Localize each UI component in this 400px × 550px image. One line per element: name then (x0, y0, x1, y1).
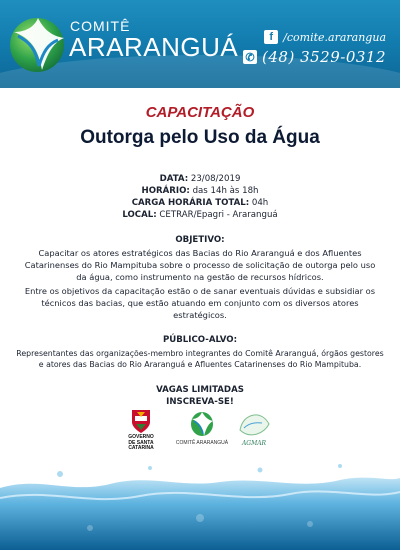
event-details (0, 173, 400, 221)
hours-value: 04h (251, 198, 269, 208)
hours-label: CARGA HORÁRIA TOTAL: (131, 198, 250, 208)
water-splash-decoration (0, 458, 400, 550)
time-row (0, 185, 400, 197)
sc-line-3: CATARINA (128, 445, 154, 451)
phone-number: (48) 3529-0312 (262, 48, 386, 66)
call-to-action[interactable] (0, 384, 400, 408)
audience-text: Representantes das organizações-membro integrantes do Comitê Araranguá, órgãos gestores e atores das Bacias do Rio Araranguá e Afluentes Catarinenses do Rio Mampituba. (16, 349, 384, 369)
org-name-line2: ARARANGUÁ (69, 32, 239, 62)
sc-shield-icon (130, 408, 152, 434)
partner-logos (0, 408, 400, 454)
sc-text (125, 435, 157, 452)
header-banner (0, 0, 400, 88)
comite-small-icon (190, 410, 214, 438)
objective-paragraph-2: Entre os objetivos da capacitação estão o de sanar eventuais dúvidas e subsidiar os técnicos das bacias, que estão atuando em conjunto com os diversos atores estratégicos. (24, 286, 376, 320)
place-value: CETRAR/Epagri - Araranguá (159, 210, 278, 220)
agmar-text: AGMAR (241, 440, 267, 447)
phone-contact[interactable] (243, 48, 386, 66)
objective-paragraph-1: Capacitar os atores estratégicos das Bacias do Rio Araranguá e dos Afluentes Catarinenses do Rio Mampituba sobre o processo de solicitação de outorga pelo uso da água, como instrumento na gestão de recursos hídricos. (24, 248, 376, 282)
event-content (0, 100, 400, 408)
facebook-icon: f (264, 30, 278, 44)
whatsapp-icon: ✆ (243, 50, 257, 64)
sc-line-1: GOVERNO (128, 434, 154, 440)
sc-line-2: DE SANTA (128, 439, 154, 446)
org-name-line1: COMITÊ (70, 18, 131, 34)
time-value: das 14h às 18h (192, 186, 259, 196)
event-kicker: CAPACITAÇÃO (145, 104, 255, 121)
place-label: LOCAL: (122, 210, 157, 220)
comite-logo-icon (8, 12, 66, 74)
facebook-contact[interactable] (264, 30, 386, 44)
date-row (0, 173, 400, 185)
agmar-logo (236, 410, 272, 452)
santa-catarina-logo (125, 408, 157, 454)
date-value: 23/08/2019 (190, 174, 241, 184)
cta-line-1: VAGAS LIMITADAS (156, 385, 244, 395)
place-row (0, 209, 400, 221)
audience-heading: PÚBLICO-ALVO: (162, 335, 238, 345)
cta-line-2: INSCREVA-SE! (166, 397, 234, 407)
date-label: DATA: (159, 174, 189, 184)
objective-heading: OBJETIVO: (175, 235, 225, 245)
comite-small-text: COMITÊ ARARANGUÁ (175, 440, 229, 446)
agmar-map-icon (236, 410, 272, 438)
time-label: HORÁRIO: (141, 186, 190, 196)
event-title: Outorga pelo Uso da Água (80, 127, 320, 148)
comite-small-logo (174, 410, 230, 452)
facebook-handle: /comite.ararangua (283, 30, 386, 44)
hours-row (0, 197, 400, 209)
